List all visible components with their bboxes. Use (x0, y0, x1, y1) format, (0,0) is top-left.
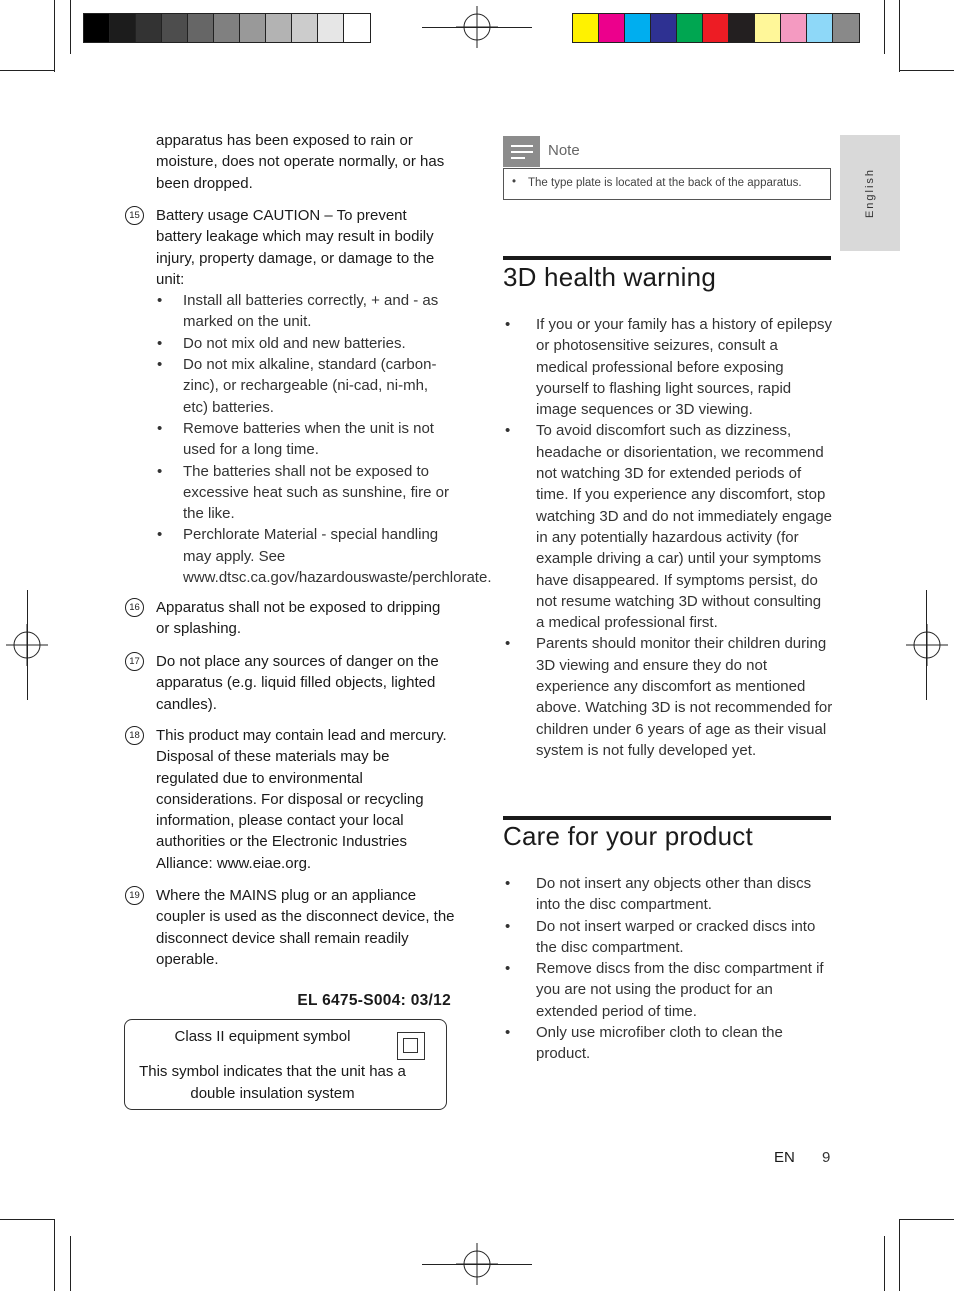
list-item: • Do not mix alkaline, standard (carbon-zinc), or rechargeable (ni-cad, ni-mh, etc) batteries. (156, 354, 455, 418)
color-swatch (651, 14, 677, 42)
list-item: • To avoid discomfort such as dizziness, headache or disorientation, we recommend not watching 3D for extended periods of time. If you experience any discomfort, stop watching 3D and do not immediately engage in any potentially hazardous activity (for example driving a car) until your symptoms have disappeared. If symptoms persist, do not resume watching 3D without consulting a medical professional first. (503, 420, 833, 633)
list-item: • Do not mix old and new batteries. (156, 333, 455, 354)
crop-mark (70, 1236, 71, 1291)
registration-mark-icon (906, 624, 948, 666)
crop-mark (54, 0, 55, 72)
class2-info-box (124, 1019, 447, 1110)
section-heading: 3D health warning (503, 262, 716, 292)
list-item: • Remove discs from the disc compartment if you are not using the product for an extended period of time. (503, 958, 833, 1022)
el-code: EL 6475-S004: 03/12 (297, 992, 451, 1009)
item-text: This product may contain lead and mercury. Disposal of these materials may be regulated due to environmental considerations. For disposal or recycling information, please contact your local authorities or the Electronic Industries Alliance: www.eiae.org. (156, 727, 447, 872)
registration-line (27, 590, 28, 700)
color-bar (572, 13, 860, 43)
grayscale-swatch (136, 14, 162, 42)
item-number: 15 (125, 206, 144, 225)
grayscale-swatch (110, 14, 136, 42)
safety-item (125, 725, 455, 874)
color-swatch (599, 14, 625, 42)
item-number: 19 (125, 886, 144, 905)
grayscale-swatch (84, 14, 110, 42)
class2-title: Class II equipment symbol (174, 1028, 351, 1045)
note-icon (503, 136, 540, 167)
crop-mark (54, 1219, 55, 1291)
crop-mark (884, 1236, 885, 1291)
section-rule (503, 816, 831, 820)
grayscale-swatch (344, 14, 370, 42)
safety-item (125, 205, 492, 588)
safety-item (125, 885, 455, 970)
item-number: 17 (125, 652, 144, 671)
list-item: • Parents should monitor their children during 3D viewing and ensure they do not experience any discomfort as mentioned above. Watching 3D is not recommended for children under 6 years of age as their visual system is not fully developed yet. (503, 633, 833, 761)
list-item: • Install all batteries correctly, + and - as marked on the unit. (156, 290, 455, 333)
note-label: Note (548, 142, 580, 159)
color-swatch (807, 14, 833, 42)
list-item: • Perchlorate Material - special handling may apply. See www.dtsc.ca.gov/hazardouswaste/perchlorate. (156, 524, 455, 588)
grayscale-swatch (188, 14, 214, 42)
item-text: Apparatus shall not be exposed to dripping or splashing. (156, 599, 441, 638)
intro-paragraph: apparatus has been exposed to rain or moisture, does not operate normally, or has been dropped. (156, 132, 445, 192)
item-text: Do not place any sources of danger on the apparatus (e.g. liquid filled objects, lighted candles). (156, 653, 439, 713)
registration-line (422, 1264, 532, 1265)
section-rule (503, 256, 831, 260)
note-text: The type plate is located at the back of the apparatus. (528, 177, 802, 189)
list-item: • If you or your family has a history of epilepsy or photosensitive seizures, consult a medical professional before exposing yourself to flashing light sources, rapid image sequences or 3D viewing. (503, 314, 833, 420)
registration-line (422, 27, 532, 28)
crop-mark (0, 1219, 54, 1220)
language-tab (840, 135, 900, 251)
crop-mark (900, 1219, 954, 1220)
grayscale-swatch (318, 14, 344, 42)
list-item: • Only use microfiber cloth to clean the product. (503, 1022, 833, 1065)
item-number: 16 (125, 598, 144, 617)
double-square-icon (397, 1032, 425, 1060)
list-item: • Do not insert warped or cracked discs into the disc compartment. (503, 916, 833, 959)
safety-item (125, 651, 455, 715)
item-number: 18 (125, 726, 144, 745)
footer-language: EN (774, 1149, 795, 1166)
bullet-icon: • (512, 176, 517, 188)
crop-mark (884, 0, 885, 54)
color-swatch (625, 14, 651, 42)
color-swatch (833, 14, 859, 42)
registration-line (926, 590, 927, 700)
grayscale-bar (83, 13, 371, 43)
grayscale-swatch (266, 14, 292, 42)
crop-mark (900, 70, 954, 71)
color-swatch (703, 14, 729, 42)
health-bullet-list (503, 314, 833, 761)
color-swatch (781, 14, 807, 42)
color-swatch (573, 14, 599, 42)
grayscale-swatch (162, 14, 188, 42)
list-item: • Remove batteries when the unit is not used for a long time. (156, 418, 455, 461)
color-swatch (677, 14, 703, 42)
color-swatch (729, 14, 755, 42)
class2-description: This symbol indicates that the unit has a double insulation system (139, 1063, 406, 1102)
page-number: 9 (822, 1149, 831, 1166)
crop-mark (899, 1219, 900, 1291)
crop-mark (0, 70, 54, 71)
list-item: • Do not insert any objects other than discs into the disc compartment. (503, 873, 833, 916)
note-box (503, 168, 831, 200)
battery-bullet-list (156, 290, 492, 588)
language-tab-label: English (864, 167, 876, 219)
grayscale-swatch (214, 14, 240, 42)
item-text: Battery usage CAUTION – To prevent battery leakage which may result in bodily injury, property damage, or damage to the unit: (156, 207, 435, 288)
care-bullet-list (503, 873, 833, 1065)
list-item: • The batteries shall not be exposed to excessive heat such as sunshine, fire or the like. (156, 461, 455, 525)
safety-item (125, 597, 455, 640)
section-heading: Care for your product (503, 821, 753, 851)
crop-mark (899, 0, 900, 72)
grayscale-swatch (292, 14, 318, 42)
color-swatch (755, 14, 781, 42)
item-text: Where the MAINS plug or an appliance coupler is used as the disconnect device, the disconnect device shall remain readily operable. (156, 887, 455, 968)
grayscale-swatch (240, 14, 266, 42)
crop-mark (70, 0, 71, 54)
